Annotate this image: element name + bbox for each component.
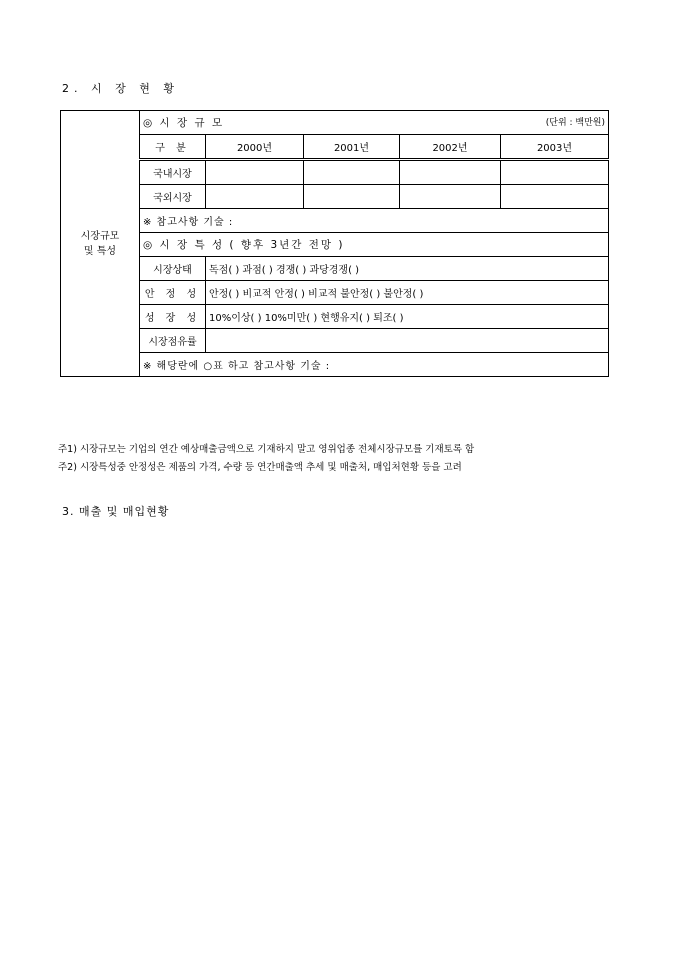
unit-label: (단위 : 백만원) — [545, 118, 605, 128]
row-label-domestic: 국내시장 — [140, 160, 206, 185]
footnotes — [58, 441, 474, 477]
market-share-cell[interactable] — [206, 329, 609, 353]
overseas-2000-cell[interactable] — [206, 185, 304, 209]
market-state-options[interactable]: 독점( ) 과점( ) 경쟁( ) 과당경쟁( ) — [206, 257, 609, 281]
row-label-growth: 성 장 성 — [140, 305, 206, 329]
side-label-line1: 시장규모 — [80, 230, 120, 242]
year-2001-header: 2001년 — [304, 135, 400, 160]
year-2003-header: 2003년 — [501, 135, 609, 160]
year-2000-header: 2000년 — [206, 135, 304, 160]
footnote-1: 주1) 시장규모는 기업의 연간 예상매출금액으로 기재하지 말고 영위업종 전체시장규모를 기재토록 함 — [58, 444, 475, 455]
section-2-title: 2. 시 장 현 황 — [62, 82, 179, 95]
overseas-2001-cell[interactable] — [304, 185, 400, 209]
market-char-header: ◎ 시 장 특 성 ( 향후 3년간 전망 ) — [140, 233, 609, 257]
domestic-2003-cell[interactable] — [501, 160, 609, 185]
side-label-line2: 및 특성 — [83, 245, 117, 257]
stability-options[interactable]: 안정( ) 비교적 안정( ) 비교적 불안정( ) 불안정( ) — [206, 281, 609, 305]
column-label-category: 구 분 — [140, 135, 206, 160]
overseas-2003-cell[interactable] — [501, 185, 609, 209]
footnote-2: 주2) 시장특성중 안정성은 제품의 가격, 수량 등 연간매출액 추세 및 매출처, 매입처현황 등을 고려 — [58, 462, 462, 473]
year-2002-header: 2002년 — [400, 135, 501, 160]
market-char-note[interactable]: ※ 해당란에 ○표 하고 참고사항 기술 : — [140, 353, 609, 377]
overseas-2002-cell[interactable] — [400, 185, 501, 209]
row-label-market-state: 시장상태 — [140, 257, 206, 281]
row-label-market-share: 시장점유률 — [140, 329, 206, 353]
market-status-table — [60, 110, 609, 377]
growth-options[interactable]: 10%이상( ) 10%미만( ) 현행유지( ) 퇴조( ) — [206, 305, 609, 329]
market-size-note[interactable]: ※ 참고사항 기술 : — [140, 209, 609, 233]
section-3-title: 3. 매출 및 매입현황 — [62, 505, 170, 518]
market-size-header — [140, 111, 609, 135]
row-label-stability: 안 정 성 — [140, 281, 206, 305]
domestic-2001-cell[interactable] — [304, 160, 400, 185]
domestic-2000-cell[interactable] — [206, 160, 304, 185]
domestic-2002-cell[interactable] — [400, 160, 501, 185]
market-side-label — [61, 111, 140, 377]
market-size-title: ◎ 시 장 규 모 — [143, 117, 225, 129]
row-label-overseas: 국외시장 — [140, 185, 206, 209]
